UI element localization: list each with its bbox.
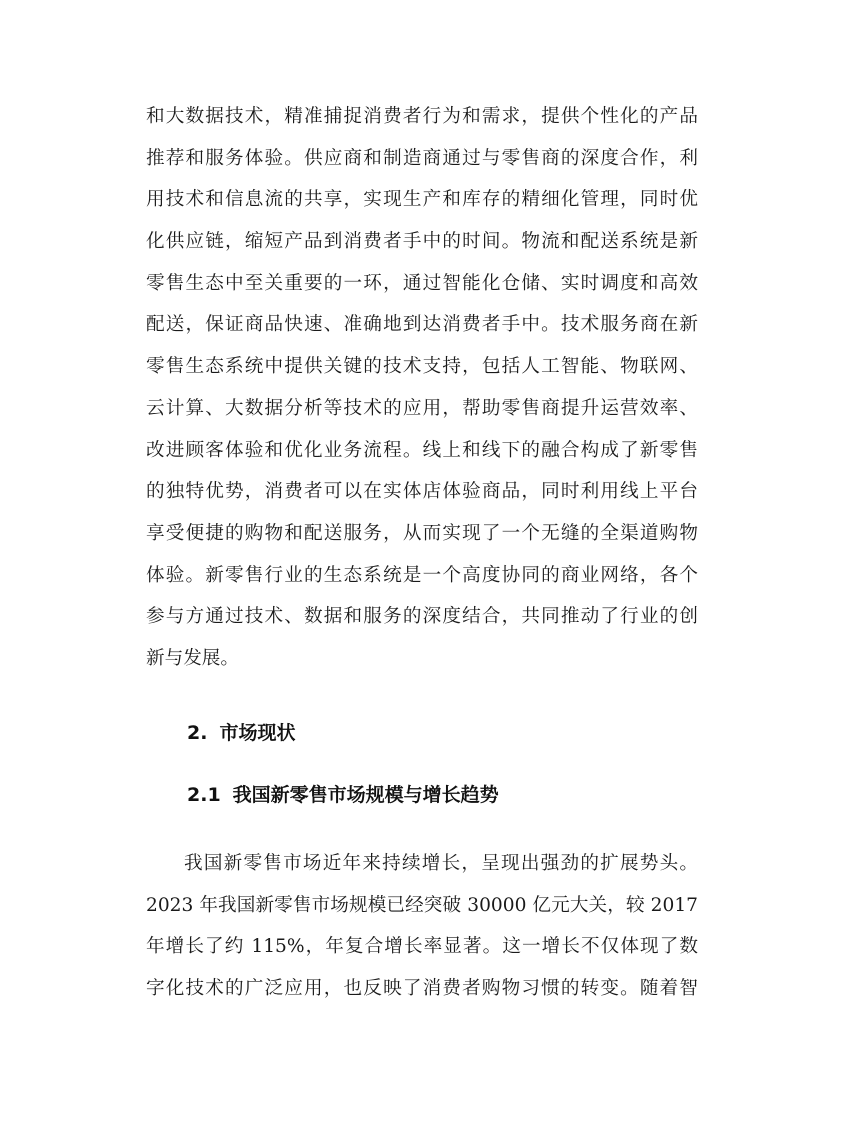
text-line: 的独特优势，消费者可以在实体店体验商品，同时利用线上平台 [146, 481, 698, 503]
body-paragraph-1 [146, 96, 698, 680]
text-line: 我国新零售市场近年来持续增长，呈现出强劲的扩展势头。 [184, 853, 698, 874]
text-line: 享受便捷的购物和配送服务，从而实现了一个无缝的全渠道购物 [146, 522, 698, 544]
section-number: 2. [187, 722, 208, 744]
text-line: 体验。新零售行业的生态系统是一个高度协同的商业网络，各个 [146, 564, 698, 586]
text-line: 字化技术的广泛应用，也反映了消费者购物习惯的转变。随着智 [146, 978, 698, 1000]
text-line: 新与发展。 [146, 647, 239, 669]
text-line: 改进顾客体验和优化业务流程。线上和线下的融合构成了新零售 [146, 439, 698, 461]
section-number: 2.1 [187, 784, 221, 806]
text-line: 用技术和信息流的共享，实现生产和库存的精细化管理，同时优 [146, 189, 698, 211]
section-heading-2 [187, 718, 295, 745]
text-line: 化供应链，缩短产品到消费者手中的时间。物流和配送系统是新 [146, 231, 698, 253]
text-line: 零售生态系统中提供关键的技术支持，包括人工智能、物联网、 [146, 356, 698, 378]
section-title: 市场现状 [219, 722, 296, 744]
section-title: 我国新零售市场规模与增长趋势 [232, 784, 499, 806]
text-line: 2023 年我国新零售市场规模已经突破 30000 亿元大关，较 2017 [146, 894, 698, 916]
text-line: 和大数据技术，精准捕捉消费者行为和需求，提供个性化的产品 [146, 106, 698, 127]
text-line: 零售生态中至关重要的一环，通过智能化仓储、实时调度和高效 [146, 272, 698, 294]
text-line: 配送，保证商品快速、准确地到达消费者手中。技术服务商在新 [146, 314, 698, 336]
section-heading-2-1 [187, 780, 499, 807]
text-line: 年增长了约 115%，年复合增长率显著。这一增长不仅体现了数 [146, 936, 698, 958]
text-line: 推荐和服务体验。供应商和制造商通过与零售商的深度合作，利 [146, 147, 698, 169]
body-paragraph-2 [146, 843, 698, 1010]
text-line: 参与方通过技术、数据和服务的深度结合，共同推动了行业的创 [146, 606, 698, 628]
text-line: 云计算、大数据分析等技术的应用，帮助零售商提升运营效率、 [146, 397, 698, 419]
